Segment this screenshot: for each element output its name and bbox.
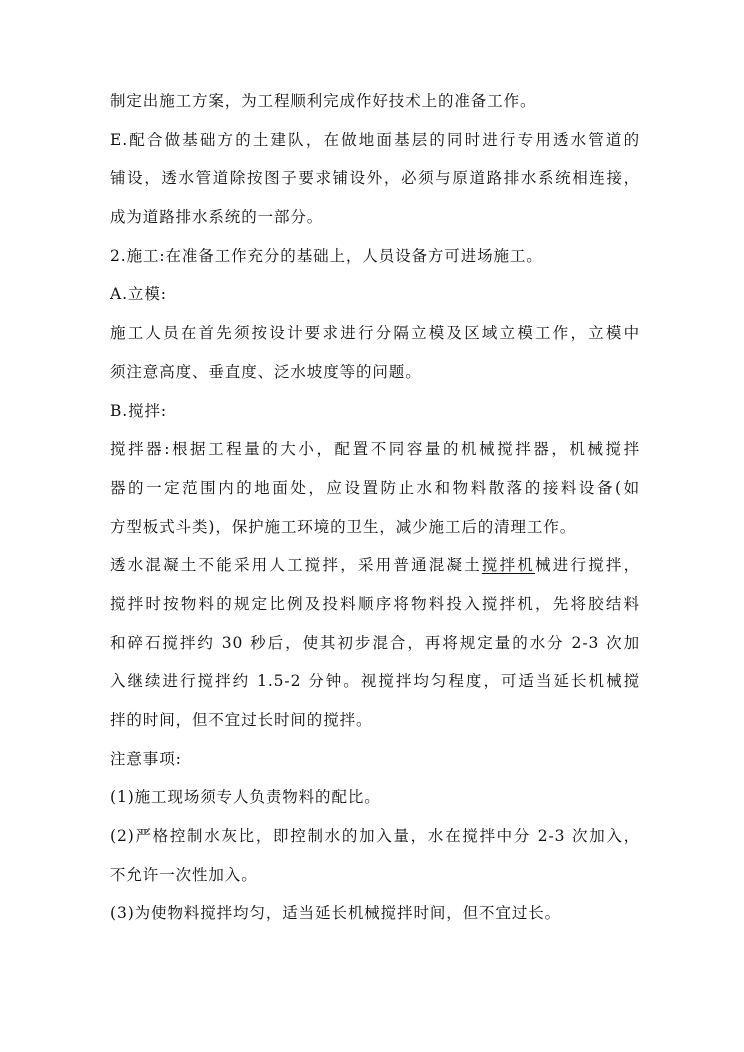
text-line xyxy=(110,556,640,575)
text-line: 搅拌器:根据工程量的大小，配置不同容量的机械搅拌器，机械搅拌 xyxy=(110,440,640,459)
text-line: 成为道路排水系统的一部分。 xyxy=(110,208,324,227)
text-line: 拌的时间，但不宜过长时间的搅拌。 xyxy=(110,711,373,729)
underlined-text: 搅拌机 xyxy=(481,556,536,575)
text-segment: 透水混凝土不能采用人工搅拌，采用普通混凝土 xyxy=(110,556,482,575)
text-line: 不允许一次性加入。 xyxy=(110,865,258,884)
list-item: (2)严格控制水灰比，即控制水的加入量，水在搅拌中分 2-3 次加入， xyxy=(110,827,640,846)
text-line: 入继续进行搅拌约 1.5-2 分钟。视搅拌均匀程度，可适当延长机械搅 xyxy=(110,672,640,691)
text-line: 铺设，透水管道除按图子要求铺设外，必须与原道路排水系统相连接， xyxy=(110,169,640,188)
list-item: (3)为使物料搅拌均匀，适当延长机械搅拌时间，但不宜过长。 xyxy=(110,904,562,923)
section-heading: B.搅拌: xyxy=(110,401,168,420)
text-line: 器的一定范围内的地面处，应设置防止水和物料散落的接料设备(如 xyxy=(110,478,640,497)
section-heading: A.立模: xyxy=(110,285,167,304)
document-body xyxy=(110,92,640,943)
text-line: 和碎石搅拌约 30 秒后，使其初步混合，再将规定量的水分 2-3 次加 xyxy=(110,633,640,652)
text-line: E.配合做基础方的土建队，在做地面基层的同时进行专用透水管道的 xyxy=(110,130,640,149)
list-item: (1)施工现场须专人负责物料的配比。 xyxy=(110,788,381,807)
text-line: 制定出施工方案，为工程顺利完成作好技术上的准备工作。 xyxy=(110,92,537,110)
text-line: 方型板式斗类)，保护施工环境的卫生，减少施工后的清理工作。 xyxy=(110,517,577,536)
section-heading: 注意事项: xyxy=(110,749,182,768)
text-segment: 械进行搅拌， xyxy=(535,556,640,575)
text-line: 施工人员在首先须按设计要求进行分隔立模及区域立模工作，立模中 xyxy=(110,324,640,343)
text-line: 搅拌时按物料的规定比例及投料顺序将物料投入搅拌机，先将胶结料 xyxy=(110,594,640,613)
text-line: 须注意高度、垂直度、泛水坡度等的问题。 xyxy=(110,362,422,381)
text-line: 2.施工:在准备工作充分的基础上，人员设备方可进场施工。 xyxy=(110,246,543,265)
